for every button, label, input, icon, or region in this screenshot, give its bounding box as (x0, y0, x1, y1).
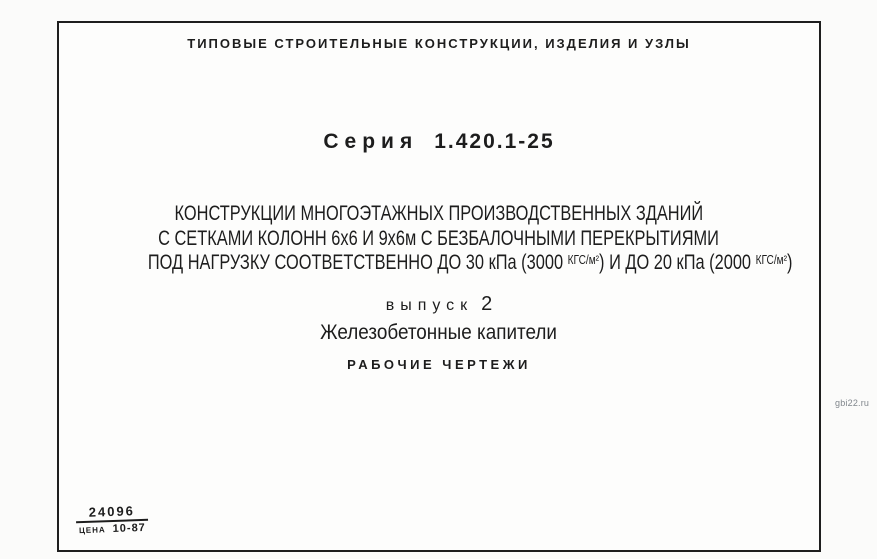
subtitle (57, 321, 821, 345)
series-label: Серия (323, 130, 419, 153)
stamp-number: 24096 (75, 503, 148, 524)
series-title (57, 130, 821, 154)
price-stamp (75, 503, 148, 536)
subtitle-text: Железобетонные капители (320, 321, 558, 344)
issue-number: 2 (481, 293, 493, 315)
stamp-price-row (76, 522, 149, 537)
issue-label: выпуск (385, 297, 474, 314)
series-number: 1.420.1-25 (434, 130, 555, 153)
main-title-line-3 (57, 251, 821, 275)
stamp-price-value: 10-87 (112, 521, 147, 535)
document-type-label: РАБОЧИЕ ЧЕРТЕЖИ (347, 357, 531, 372)
main-title-line-3-text: ПОД НАГРУЗКУ СООТВЕТСТВЕННО ДО 30 кПа (3000 $^{КГС/м^2}$) И ДО 20 кПа (2000 $^{КГС/м^2}$) (147, 251, 793, 274)
border-frame (57, 21, 821, 552)
main-title-line-1-text: КОНСТРУКЦИИ МНОГОЭТАЖНЫХ ПРОИЗВОДСТВЕННЫХ ЗДАНИЙ (174, 202, 704, 225)
main-title-line-2-text: С СЕТКАМИ КОЛОНН 6х6 И 9х6м С БЕЗБАЛОЧНЫМИ ПЕРЕКРЫТИЯМИ (158, 227, 720, 250)
stamp-price-label: ЦЕНА (78, 525, 106, 536)
main-title-line-1 (57, 202, 821, 226)
document-category-header: ТИПОВЫЕ СТРОИТЕЛЬНЫЕ КОНСТРУКЦИИ, ИЗДЕЛИЯ И УЗЛЫ (187, 36, 691, 51)
issue-line (57, 293, 821, 316)
site-watermark: gbi22.ru (835, 398, 870, 408)
main-title-line-2 (57, 227, 821, 251)
